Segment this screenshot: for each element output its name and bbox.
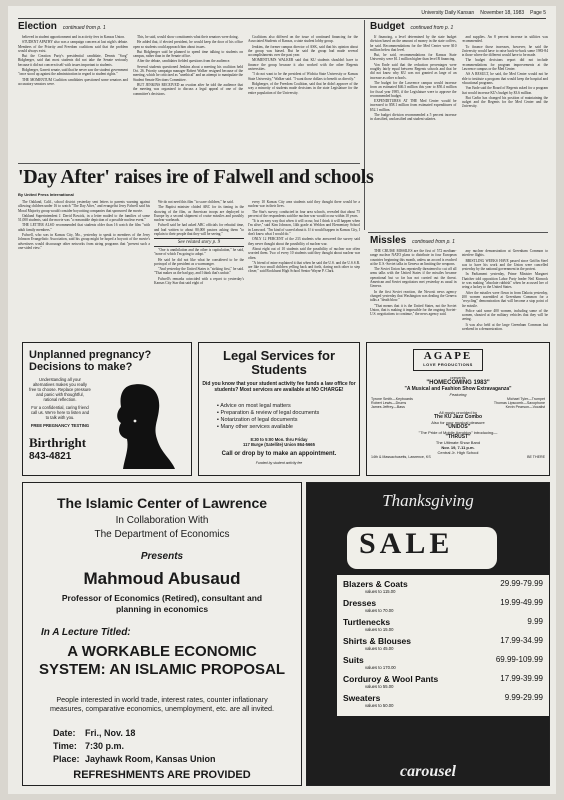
paragraph: If financing, a level determined by the state budget division based on the amount of money in the state coffers, he said. Recommendations for the Med Center were $10 million below that level. (370, 35, 457, 52)
paragraph: every 10 Kansas City area students said they thought there would be a nuclear war in their lives. (248, 200, 360, 209)
logo-subtext: LOVE PRODUCTIONS (423, 362, 473, 367)
newspaper-page (8, 6, 556, 794)
paragraph: About eight out of 10 students said the possibility of nuclear war often worried them. Two of every 10 students said they thought about nuclear war often. (248, 246, 360, 260)
paragraph: Ridgberger, Garrett senate, said that he never saw the student government "once stood up against the administration in regard to student rights." (18, 68, 128, 77)
section-rule (18, 163, 360, 164)
item-price: 17.99-34.99 (500, 636, 543, 645)
paragraph: But Carlin has changed his position of maintaining the budget and the Regents for the Med Center and the University. (461, 95, 548, 109)
address-row (371, 455, 545, 460)
sale-item (343, 693, 543, 703)
thanksgiving-sale-ad (306, 482, 550, 786)
time-label: Time: (53, 741, 77, 751)
paragraph: any nuclear demonstration at Greenham Common to interfere flights. (461, 249, 548, 258)
logo-text: AGAPE (423, 350, 473, 362)
sale-text: SALE (359, 527, 454, 560)
page-number: Page 5 (530, 10, 546, 16)
paragraph: MOMENTUM'S WALKER said that KU students shouldn't have to finance the group because it also worked with the other Regents universities. (248, 58, 358, 72)
paragraph: "One is annihilation and the other is capitulation," he said, "none of which I'm going to adopt." (154, 248, 244, 257)
missles-heading (370, 235, 455, 246)
paragraph: The budget for the Lawrence campus would increase from an estimated $46.3 million this year to $50.4 million for fiscal year 1985, if the Legislature were to approve the recommended budget. (370, 80, 457, 98)
ad-body-text: FREE PREGNANCY TESTING (30, 423, 90, 428)
budget-title: Budget (370, 21, 405, 32)
dayafter-left (18, 200, 150, 338)
org-name: The Islamic Center of Lawrence (56, 495, 268, 511)
also-text: Also for your musical pleasure (431, 419, 485, 425)
paragraph: Coalitions also differed on the issue of continued financing for the Associated Students of Kansas, a state student lobby group. (248, 35, 358, 44)
event-details (371, 375, 545, 460)
event-info (53, 727, 216, 766)
performer: Thomas Lipscomb—Saxophone (493, 401, 545, 406)
item-value: values to 45.00 (365, 646, 394, 651)
paragraph: It was also held at the large Greenham Common last weekend in a demonstration. (461, 322, 548, 332)
budget-heading (370, 21, 453, 32)
paragraph: He added that, if elected president, he would keep the door of his office open so students could approach him about issues. (133, 40, 243, 49)
paragraph: The budget decisions report did not include recommendations for program improvements at the Lawrence campus or the Med Center. (461, 58, 548, 72)
budget-continued: continued from p. 1 (410, 25, 454, 31)
header-rule (18, 18, 546, 19)
paragraph: Police said some 400 women, including some of the women, shouted at the military vehicles that they will be seeing. (461, 308, 548, 322)
election-body (18, 35, 358, 161)
service-item: ▪ Notarization of legal documents (217, 417, 319, 424)
sale-item (343, 655, 543, 665)
office-hours (199, 437, 359, 447)
featuring-text: Featuring (449, 392, 467, 397)
paragraph: He said he did not like what he considered to be the portrayal of the president as a warmonger. (154, 257, 244, 266)
paper-name: University Daily Kansan (421, 10, 475, 16)
group-name: "UNIDOS" (445, 423, 471, 430)
sale-item (343, 579, 543, 589)
paragraph: In the first Soviet reaction, the Novosti news agency charged yesterday that Washington was dealing the Geneva talks a "death blow." (370, 289, 457, 303)
missles-title: Missles (370, 235, 407, 246)
paragraph: THE CRUISE MISSILES are the first of 572 medium-range nuclear NATO plans to distribute in four European countries beginning this month, unless an accord is reached at the U.S.-Soviet talks in Geneva on limiting the weapons. (370, 249, 457, 266)
speaker-name: Mahmoud Abusaud (83, 569, 241, 588)
group-name: "THRUST" (445, 433, 471, 440)
item-value: values to 55.00 (365, 684, 394, 689)
ad-body-text: For a confidential, caring friend call us. We're here to listen and to talk with you. (30, 405, 90, 420)
paragraph: BRISTLING WEEKS HAVE passed since Griffin Steel was to have his work and the Union were cancelled yesterday by the national government in the protest. (461, 258, 548, 272)
performer: Tyrone Smith—Keyboards (371, 397, 413, 401)
ad-subtitle: Did you know that your student activity fee funds a law office for students? Most services are available at NO CHARGE! (202, 381, 356, 393)
performer: Kevin Pearson—Vocalist (505, 405, 545, 410)
paragraph: The Oakland, Calif., school district yesterday sent letters to parents warning against allowing children under 16 to watch "The Day After," and evangelist Jerry Falwell said his Moral Majority group would consider boycotting companies that sponsored the movie. (18, 200, 150, 213)
paragraph: Oakland Superintendent J. David Bowick, in a letter mailed to the families of some 51,000 students, said the movie was "a reasonable depiction of a possible nuclear event." (18, 213, 150, 223)
paragraph: "And yesterday the United States is "striking first," he said. "That makes us the bad guy, and I think that's unfair." (154, 267, 244, 276)
section-rule (368, 232, 548, 233)
presents-text: presents (450, 375, 466, 380)
sale-item (343, 636, 543, 646)
budget-column (462, 35, 549, 227)
phone-number: 843-4821 (29, 451, 72, 462)
paragraph: EXPENDITURES AT THE Med Center would be increased to $58.1 million from estimated expenditures of $52.1 million. (370, 99, 457, 112)
item-name: Blazers & Coats (343, 579, 408, 589)
headline: 'Day After' raises ire of Falwell and schools (18, 166, 374, 188)
date-label: Date: (53, 728, 76, 738)
event-date: Fri., Nov. 18 (85, 728, 136, 738)
paragraph: We do not need this film "to scare children," he said. (158, 200, 234, 204)
event-title: "HOMECOMING 1983" (426, 380, 490, 386)
woman-silhouette-icon (101, 377, 181, 469)
dayafter-column (248, 200, 360, 338)
paragraph: Falwell said he had asked ABC officials for rebuttal time, and had written to about 80,000 pastors asking them "to explain to their people that they will be seeing." (154, 223, 244, 236)
item-price: 19.99-49.99 (500, 598, 543, 607)
paragraph: and supplies. An 8 percent increase in utilities was recommended. (461, 35, 548, 44)
sale-script-title: Thanksgiving (382, 491, 474, 510)
item-value: values to 170.00 (365, 665, 396, 670)
item-price: 69.99-109.99 (495, 655, 543, 664)
dayafter-column (18, 200, 150, 338)
paragraph: Falwell's remarks coincided with a report to yesterday's Kansas City Star that said eight of (154, 276, 244, 286)
event-place: Jayhawk Room, Kansas Union (85, 754, 216, 764)
performer: Robert Lewis—Drums (371, 401, 407, 406)
ad-title: Legal Services for Students (223, 348, 335, 377)
dayafter-column (154, 200, 244, 236)
byline: By United Press International (18, 192, 74, 197)
paragraph: The Baptist minister chided ABC for its timing in the showing of the film, as American troops are deployed to Europe by a second shipment of cruise missiles and possibly nuclear warheads. (154, 205, 244, 223)
paragraph: Several students questioned Jenkins about a meeting his coalition held Oct. 26. Priority campaign manager Robert Walker resigned because of the meeting, which he criticized as "unethical" and an attempt to manipulate the Student Senate Elections Committee. (133, 64, 243, 82)
item-name: Suits (343, 655, 364, 665)
sale-item (343, 598, 543, 608)
paragraph: Ridgberger, of the Freedom Coalition, said that he didn't approve of the way a minority of students made decisions in the state Legislature for the entire population of the University. (248, 81, 358, 95)
paragraph: STUDENT APATHY also was a campaign concern at last night's debate. Members of the Priority and Freedom coalitions said that the problem would always exist. (18, 40, 128, 53)
group-intro: "The Pride of Mobile Aerobics" introducing— (418, 429, 498, 435)
missles-body (370, 249, 548, 339)
column-rule (364, 20, 365, 230)
sale-item (343, 674, 543, 684)
paragraph: "It is an easy way that when it will occur, but I think it will happen when I'm alive," said Kim Johnson, 14th grade at Weldon and Elementary School in Leawood. "I'm kind of scared about it. If it would happen in Kansas City, I don't know what I would do." (248, 219, 360, 237)
sale-items (337, 575, 549, 716)
event-tagline: "A Musical and Fashion Show Extravaganza" (404, 386, 512, 392)
speaker-role: Professor of Economics (Retired), consultant and planning in economics (61, 593, 263, 614)
paragraph: The Soviet Union has repeatedly threatened to cut off all arms talks with the United States if the missiles became operational but so far has not carried out the threat. American and Soviet negotiators met yesterday as usual in Geneva. (370, 267, 457, 289)
item-value: values to 15.00 (365, 627, 394, 632)
item-name: Turtlenecks (343, 617, 391, 627)
paragraph: ONLY 12 PERCENT of the 233 students who answered the survey said they never thought about the possibility of nuclear war. (248, 237, 360, 246)
paragraph: But Ridgberger said he planned to spend time talking to students on campus, rather than in the Senate office. (133, 49, 243, 59)
carousel-logo: carousel (400, 763, 456, 780)
service-item: ▪ Many other services available (217, 424, 319, 431)
sale-item (343, 617, 543, 627)
service-item: ▪ Preparation & review of legal documents (217, 410, 319, 417)
music-credit: All music provided by (439, 409, 477, 415)
paragraph: The budget division recommended a 5 percent increase in classified, unclassified and student salaries. (370, 113, 457, 122)
item-value: values to 115.00 (365, 589, 396, 594)
ad-body-text: Understanding all your alternatives makes you really free to choose. Replace pressure and panic with thoughtful, rational reflection. (29, 377, 91, 402)
ad-body (29, 377, 91, 428)
paragraph: THE MOMENTUM Coalition candidates questioned some senators and accusatory senators were. (18, 77, 128, 86)
paragraph: Von Ende said the Board of Regents asked for a program that would increase KU's budget by $3.6 million. (461, 86, 548, 95)
lecture-label: In A Lecture Titled: (41, 627, 131, 638)
performer: James Jeffrey—Bass (371, 405, 405, 410)
item-price: 17.99-39.99 (500, 674, 543, 683)
performer: Michael Tyler—Trumpet (507, 397, 545, 401)
islamic-center-ad (22, 482, 302, 786)
lecture-description: People interested in world trade, interest rates, counter inflationary measures, comparative economics, unemployment, etc. are all invited. (49, 695, 275, 713)
collab-line: In Collaboration With (115, 515, 209, 526)
paragraph: After the missiles were flown in from Dakota yesterday, 200 women assembled at Greenham Common for a "recycling" demonstration that will become a stop point of the missile. (461, 290, 548, 308)
paragraph: "A friend of mine explained it that when he said the U.S. and the U.S.S.R. are like two small children yelling back and forth, daring each other to step closer," said Rockhurst High School Senior Wayne P. Clark. (248, 260, 360, 274)
paragraph: Jenkins, the former campus director of ASK, said that his opinion about the group was biased. But he said the group had made several accomplishments over the past year. (248, 44, 358, 58)
paragraph: After the debate, candidates fielded questions from the audience. (137, 59, 231, 64)
paragraph: The Star's survey, conducted in four area schools, revealed that about 75 percent of the respondents said the nuclear war would occur within 10 years. (248, 209, 360, 218)
paragraph: "That means that it is the United States, not the Soviet Union, that is making it impossible for the ongoing Soviet-U.S. negotiations to continue," the news agency said. (370, 303, 457, 317)
sale-word (359, 527, 453, 561)
funding-note: Funded by student activity fee (255, 461, 303, 465)
event-date: Nov. 19, 7-11 p.m. (441, 444, 475, 450)
paragraph: "I do not want to be the president of Wichita State University or Kansas State University," Walker said. "I want those dollars to benefit us directly." (248, 72, 358, 81)
item-name: Dresses (343, 598, 377, 608)
event-venue: Central Jr. High School (437, 449, 479, 455)
dayafter-column (154, 248, 244, 338)
missles-column (370, 249, 457, 339)
paragraph: believed in student apportionment and in activity fees in Kansas Union. (22, 35, 125, 39)
election-continued: continued from p. 1 (62, 25, 106, 31)
paragraph: But, he said, recommendations for Kansas State University were $1.1 million higher than level B financing. (370, 53, 457, 62)
election-heading (18, 21, 106, 32)
event-time: 7:30 p.m. (85, 741, 125, 751)
paragraph: To finance those increases, however, he said the University would have to raise back-to-back some 1983-84 in those where the different would have to be made. (461, 44, 548, 58)
election-column (133, 35, 243, 161)
paragraph: But the Creation Party's presidential candidate, Dennis "Sorg" Ridgberger, said that most students did not take the Senate seriously because it did not concern itself with issues important to students. (18, 54, 128, 67)
birthright-logo: Birthright (29, 435, 87, 450)
running-header (18, 10, 546, 18)
event-address: 14th & Massachusetts, Lawrence, KS (371, 454, 431, 459)
item-value: values to 70.00 (365, 608, 394, 613)
item-value: values to 50.00 (365, 703, 394, 708)
see-related-story[interactable]: See related story p. 9 (154, 238, 244, 247)
missles-column (462, 249, 549, 339)
election-column (18, 35, 128, 161)
paragraph: AS A RESULT, he said, the Med Center would not be able to institute a program that would keep the hospital and educational programs. (461, 72, 548, 85)
group-desc: The Ultimate Show Band (435, 439, 481, 445)
paragraph: Falwell, who was in Kansas City, Mo., yesterday to speak to members of the Jerry Johnson Evangelistic Association, said his group might be hoped a boycott of the movie's advertisers would discourage other networks from airing programs that "present such a one-sided view." (18, 233, 150, 250)
item-price: 9.99 (527, 617, 543, 626)
dayafter-mid-bottom (154, 248, 244, 338)
agape-logo (413, 349, 483, 371)
hours-line: 117 Burge (Satellite) Union 864-5665 (243, 442, 315, 447)
place-label: Place: (53, 754, 80, 764)
item-price: 9.99-29.99 (504, 693, 543, 702)
service-item: ▪ Advice on most legal matters (217, 403, 319, 410)
refreshments-note: REFRESHMENTS ARE PROVIDED (73, 769, 251, 781)
service-list (217, 403, 319, 431)
item-price: 29.99-79.99 (500, 579, 543, 588)
item-name: Shirts & Blouses (343, 636, 412, 646)
paragraph: THE LETTER ALSO recommended that students older than 16 watch the film "with adult family members." (18, 223, 150, 232)
call-to-action: Call or drop by to make an appointment. (221, 451, 337, 457)
paragraph: In Parliament yesterday, Prime Minister Margaret Thatcher told opposition Labor Party leader Neil Kinnock he was making "absolute rubbish" when he accused her of being a lackey to the United States. (461, 272, 548, 290)
item-name: Sweaters (343, 693, 381, 703)
election-title: Election (18, 21, 57, 32)
issue-date: November 18, 1983 (480, 10, 525, 16)
birthright-ad (22, 342, 192, 476)
budget-body (370, 35, 548, 227)
ad-title: Unplanned pregnancy? Decisions to make? (29, 349, 152, 373)
dayafter-right (248, 200, 360, 338)
paragraph: Von Ende said that the reduction percentages were roughly fairly equal between Regents schools and that he did not know why KU was not granted as large of an increase as other schools. (370, 62, 457, 80)
presents-text: Presents (140, 551, 184, 562)
election-column (248, 35, 358, 161)
band-name: The KU Jazz Combo (433, 413, 483, 420)
collab-dept: The Department of Economics (94, 529, 230, 540)
dayafter-mid-top (154, 200, 244, 236)
missles-continued: continued from p. 1 (412, 239, 455, 245)
budget-column (370, 35, 457, 227)
agape-ad (366, 342, 550, 476)
paragraph: This, he said, would show constituents what their senators were doing. (137, 35, 239, 39)
performers (371, 397, 545, 410)
be-there: BE THERE (527, 454, 545, 459)
lecture-title: A WORKABLE ECONOMIC SYSTEM: AN ISLAMIC PROPOSAL (38, 643, 286, 678)
item-name: Corduroy & Wool Pants (343, 674, 439, 684)
hours-line: 8:30 to 5:00 Mon. thru Friday (250, 437, 308, 442)
legal-services-ad (198, 342, 360, 476)
paragraph: BUT JENKINS RECEIVED an ovation after he told the audience that the meeting was organized to discuss a legal appeal of one of the committee's decisions. (133, 82, 243, 96)
